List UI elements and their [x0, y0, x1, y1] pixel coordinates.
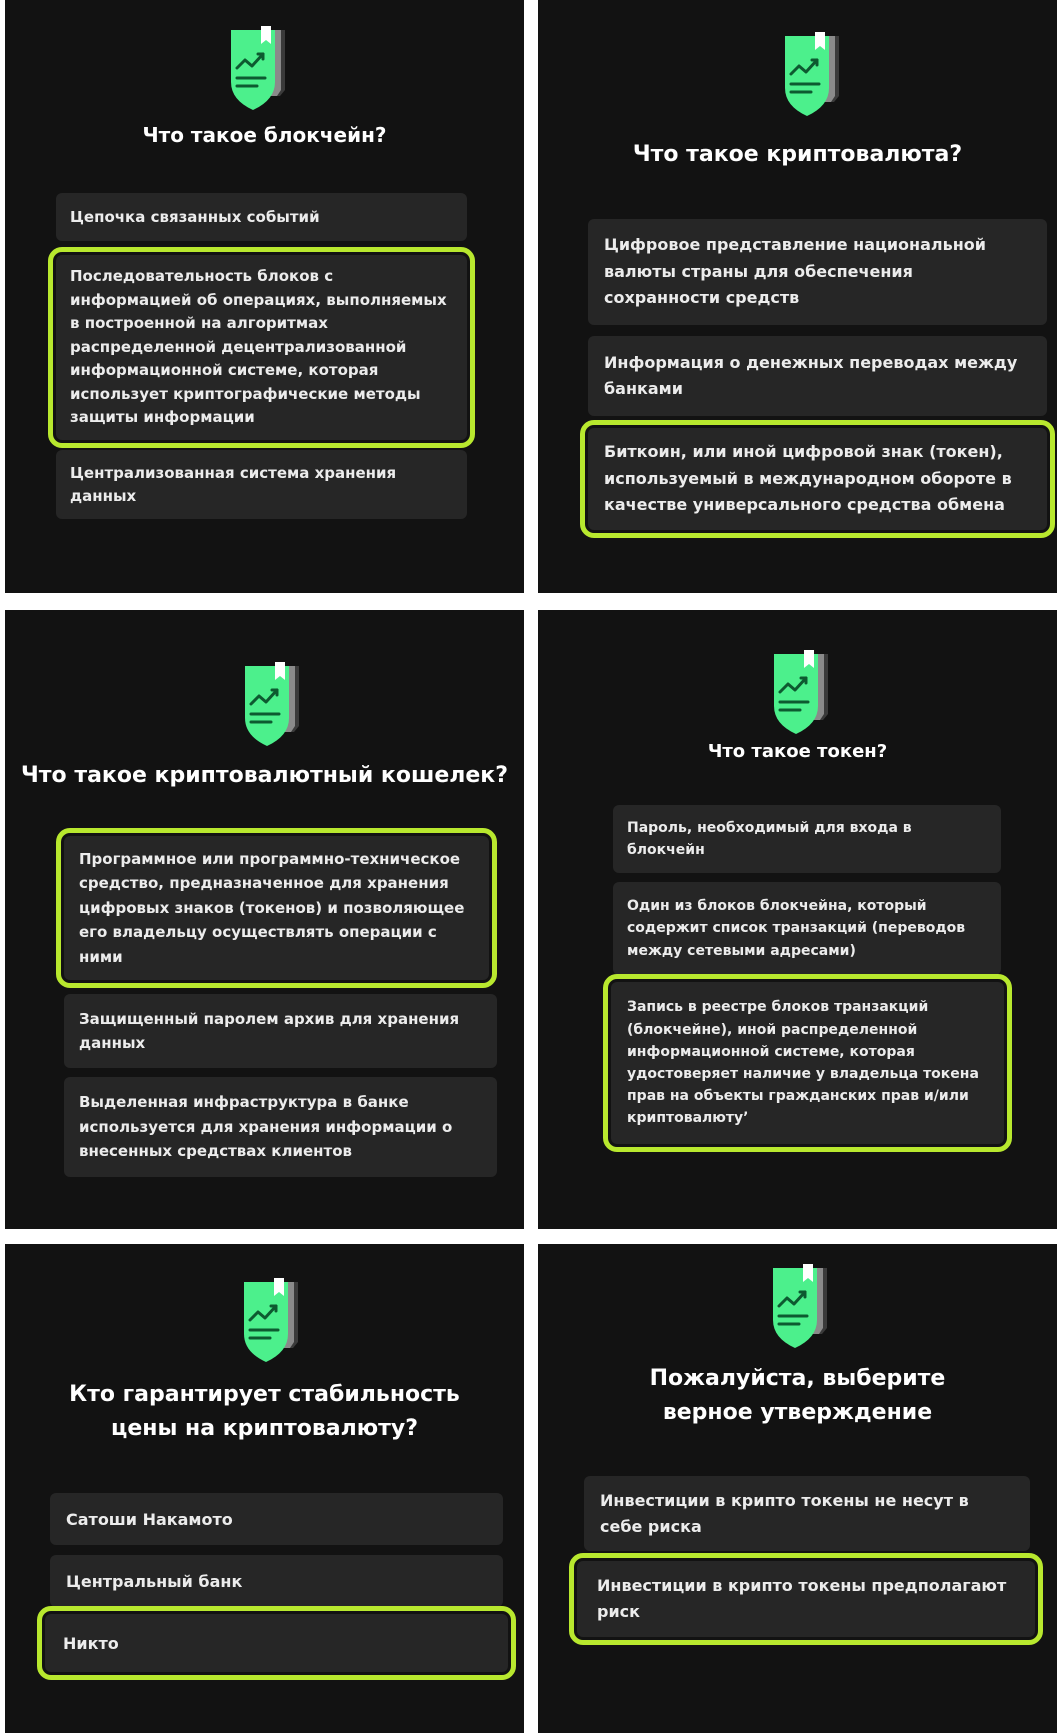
- quiz-panel-blockchain: [5, 0, 524, 593]
- answer-option-selected[interactable]: [56, 255, 467, 440]
- answer-option-text: Биткоин, или иной цифровой знак (токен), используемый в международном обороте в качестве универсального средства обмена: [604, 442, 1012, 515]
- answer-option[interactable]: [588, 219, 1047, 325]
- answer-option[interactable]: [64, 994, 497, 1068]
- answer-option[interactable]: [50, 1555, 503, 1607]
- chart-book-shield-icon: [767, 1262, 847, 1352]
- answer-option-text: Защищенный паролем архив для хранения данных: [79, 1009, 460, 1052]
- answer-option-text: Запись в реестре блоков транзакций (блокчейне), иной распределенной информационной системе, которая удостоверяет наличие у владельца токена прав на объекты гражданских прав и/или криптовалюту’: [627, 999, 979, 1127]
- answer-option-text: Инвестиции в крипто токены не несут в себе риска: [600, 1490, 969, 1536]
- question-title: Что такое токен?: [707, 741, 888, 762]
- answer-option[interactable]: [56, 193, 467, 241]
- answer-option-text: Выделенная инфраструктура в банке используется для хранения информации о внесенных средствах клиентов: [79, 1093, 453, 1161]
- question-title: Кто гарантирует стабильность цены на криптовалюту?: [69, 1382, 460, 1441]
- answer-option-text: Последовательность блоков с информацией об операциях, выполняемых в построенной на алгоритмах распределенной децентрализованной информационной системе, которая использует криптографические методы защиты информации: [70, 267, 447, 427]
- answer-option-selected[interactable]: [611, 982, 1004, 1144]
- quiz-panel-cryptocurrency: [538, 0, 1057, 593]
- question-title: Пожалуйста, выберите верное утверждение: [649, 1366, 946, 1425]
- answer-option[interactable]: [56, 450, 467, 519]
- answer-option-text: Централизованная система хранения данных: [70, 463, 397, 505]
- answer-option-text: Сатоши Накамото: [66, 1509, 233, 1529]
- answer-option[interactable]: [613, 805, 1001, 873]
- question-title: Что такое криптовалюта?: [632, 142, 963, 167]
- answer-option-text: Цифровое представление национальной валюты страны для обеспечения сохранности средств: [604, 235, 986, 308]
- chart-book-shield-icon: [779, 30, 859, 120]
- answer-option[interactable]: [64, 1077, 497, 1177]
- quiz-panel-investment-risk: [538, 1244, 1057, 1733]
- answer-option-text: Цепочка связанных событий: [70, 207, 320, 226]
- chart-book-shield-icon: [768, 648, 848, 738]
- answer-option[interactable]: [584, 1476, 1030, 1551]
- question-title: Что такое криптовалютный кошелек?: [21, 763, 508, 788]
- quiz-panel-token: [538, 610, 1057, 1229]
- answer-option-text: Информация о денежных переводах между банками: [604, 352, 1018, 398]
- question-title: Что такое блокчейн?: [142, 123, 387, 147]
- answer-option-selected[interactable]: [588, 428, 1047, 530]
- answer-option[interactable]: [588, 336, 1047, 416]
- quiz-panel-price-stability: [5, 1244, 524, 1733]
- answer-option-text: Центральный банк: [66, 1571, 243, 1591]
- chart-book-shield-icon: [225, 24, 305, 114]
- answer-option-selected[interactable]: [577, 1561, 1035, 1637]
- answer-option-text: Один из блоков блокчейна, который содержит список транзакций (переводов между сетевыми адресами): [627, 897, 966, 959]
- answer-option-text: Пароль, необходимый для входа в блокчейн: [627, 819, 912, 858]
- chart-book-shield-icon: [239, 660, 319, 750]
- quiz-panel-crypto-wallet: [5, 610, 524, 1229]
- answer-option-text: Инвестиции в крипто токены предполагают риск: [597, 1576, 1007, 1621]
- answer-option-selected[interactable]: [45, 1614, 508, 1672]
- chart-book-shield-icon: [238, 1276, 318, 1366]
- answer-option-selected[interactable]: [64, 836, 489, 980]
- answer-option-text: Никто: [63, 1633, 119, 1653]
- answer-option[interactable]: [50, 1493, 503, 1545]
- answer-option-text: Программное или программно-техническое средство, предназначенное для хранения цифровых знаков (токенов) и позволяющее его владельцу осуществлять операции с ними: [79, 849, 465, 966]
- answer-option[interactable]: [613, 882, 1001, 975]
